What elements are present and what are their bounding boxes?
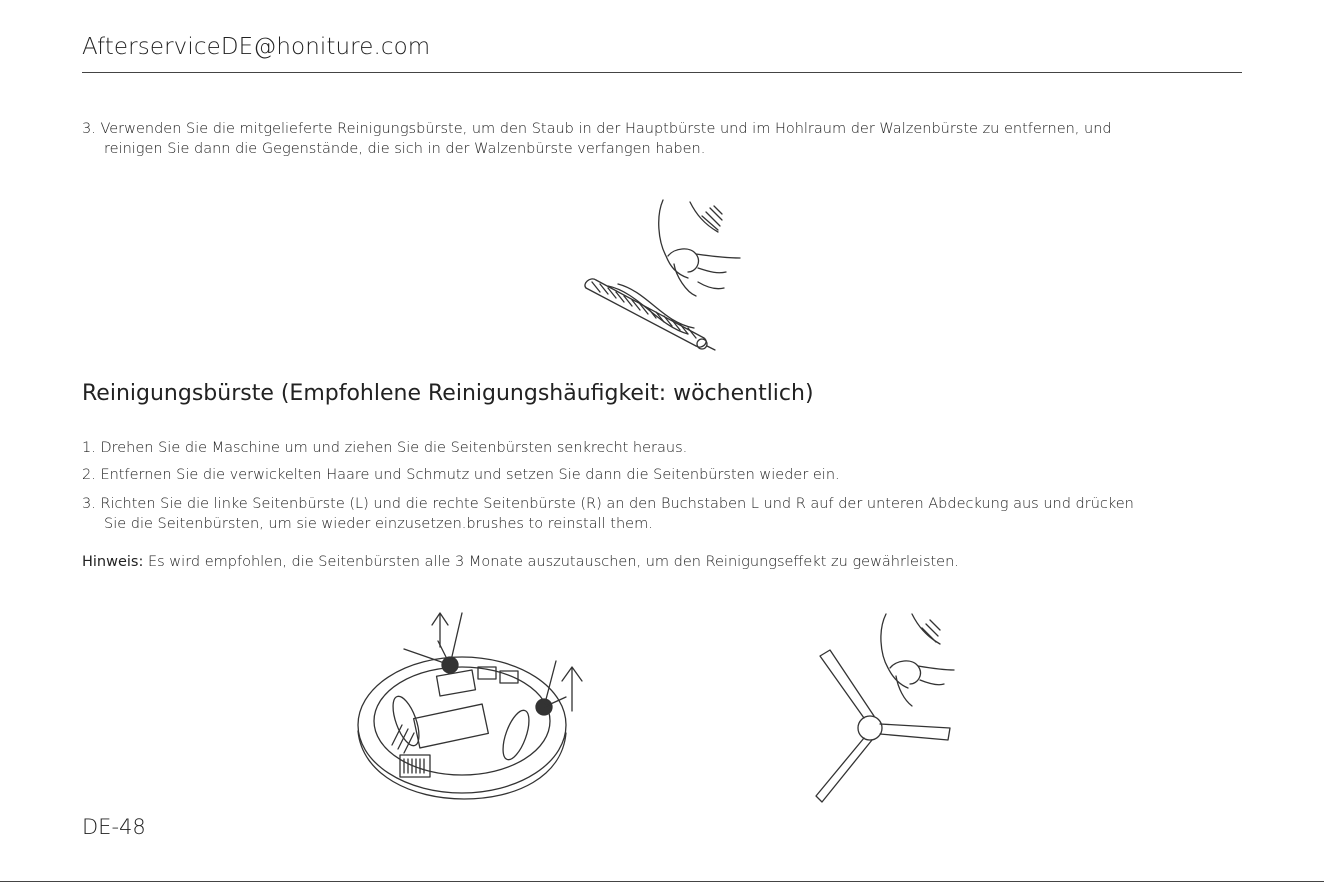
hand-icon [881,614,954,706]
side-brush-illustration [808,610,958,805]
footer-divider [0,881,1324,882]
roller-brush-illustration [578,196,748,361]
robot-vacuum-icon [358,613,566,799]
side-brush-step-3-line1: 3. Richten Sie die linke Seitenbürste (L) und die rechte Seitenbürste (R) an den Buchstaben L und R auf der unteren Abdeckung aus und drücken [82,496,1134,512]
side-brush-step-3 [82,494,1134,534]
side-brush-step-2-line1: 2. Entfernen Sie die verwickelten Haare und Schmutz und setzen Sie dann die Seitenbürsten wieder ein. [82,467,840,483]
roller-step-3 [82,119,1112,159]
roller-brush-icon [585,279,715,350]
side-brush-step-3-line2: Sie die Seitenbürsten, um sie wieder einzusetzen.brushes to reinstall them. [104,516,653,532]
note-text: Es wird empfohlen, die Seitenbürsten alle 3 Monate auszutauschen, um den Reinigungseffekt zu gewährleisten. [143,554,959,570]
section-title: Reinigungsbürste (Empfohlene Reinigungshäufigkeit: wöchentlich) [82,381,814,406]
header-email: AfterserviceDE@honiture.com [82,34,431,60]
robot-underside-illustration [352,605,592,805]
header-divider [82,72,1242,73]
roller-step-3-line2: reinigen Sie dann die Gegenstände, die sich in der Walzenbürste verfangen haben. [104,141,706,157]
side-brush-step-1 [82,438,687,458]
page-number: DE-48 [82,815,146,839]
side-brush-step-2 [82,465,840,485]
note [82,554,959,570]
roller-step-3-line1: 3. Verwenden Sie die mitgelieferte Reinigungsbürste, um den Staub in der Hauptbürste und im Hohlraum der Walzenbürste zu entfernen, und [82,121,1112,137]
side-brush-icon [816,650,950,802]
side-brush-step-1-line1: 1. Drehen Sie die Maschine um und ziehen Sie die Seitenbürsten senkrecht heraus. [82,440,688,456]
note-label: Hinweis: [82,554,144,570]
hand-icon [659,200,740,296]
